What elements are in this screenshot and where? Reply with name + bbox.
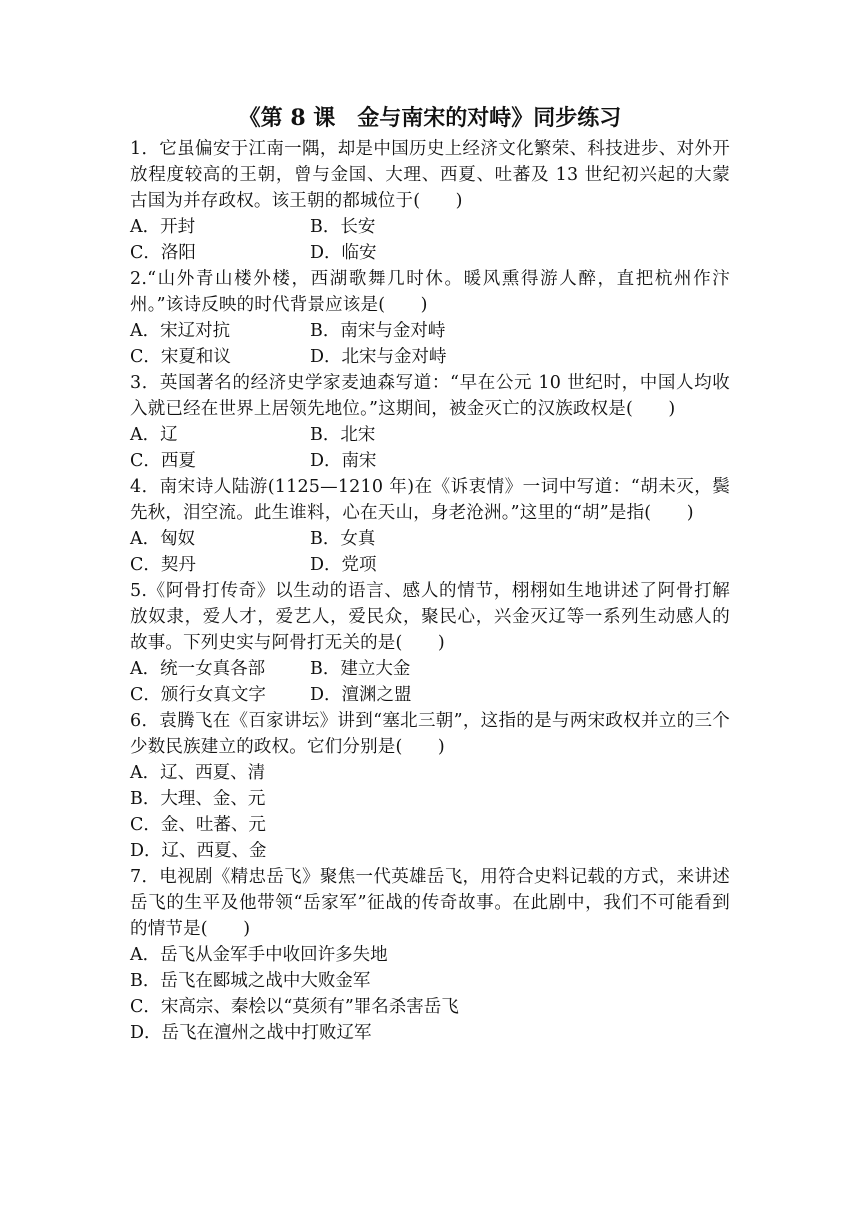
option-c: C．颁行女真文字 [130,685,266,705]
question-1 [130,136,730,266]
option-c: C．宋高宗、秦桧以“莫须有”罪名杀害岳飞 [130,997,459,1017]
question-4 [130,474,730,578]
option-b: B．南宋与金对峙 [310,321,446,341]
question-7 [130,864,730,1046]
options [130,318,730,370]
exercise-list [130,136,730,1046]
question-5 [130,578,730,708]
option-a: A．岳飞从金军手中收回许多失地 [130,945,388,965]
option-a: A．匈奴 [130,529,196,549]
option-b: B．建立大金 [310,659,411,679]
options [130,526,730,578]
question-stem: 3．英国著名的经济史学家麦迪森写道：“早在公元 10 世纪时，中国人均收入就已经在世界上居领先地位。”这期间，被金灭亡的汉族政权是( ) [130,373,730,419]
option-d: D．澶渊之盟 [310,685,412,705]
option-a: A．开封 [130,217,196,237]
page-title: 《第 8 课 金与南宋的对峙》同步练习 [238,105,622,131]
option-c: C．宋夏和议 [130,347,231,367]
option-c: C．西夏 [130,451,196,471]
question-stem: 4．南宋诗人陆游(1125—1210 年)在《诉衷情》一词中写道：“胡未灭，鬓先秋，泪空流。此生谁料，心在天山，身老沧洲。”这里的“胡”是指( ) [130,477,730,523]
option-c: C．洛阳 [130,243,196,263]
option-d: D．南宋 [310,451,377,471]
option-d: D．临安 [310,243,377,263]
option-a: A．统一女真各部 [130,659,266,679]
question-stem: 6．袁腾飞在《百家讲坛》讲到“塞北三朝”，这指的是与两宋政权并立的三个少数民族建立的政权。它们分别是( ) [130,711,730,757]
option-b: B．大理、金、元 [130,789,266,809]
option-b: B．北宋 [310,425,376,445]
option-d: D．党项 [310,555,377,575]
question-2 [130,266,730,370]
question-stem: 2.“山外青山楼外楼，西湖歌舞几时休。暖风熏得游人醉，直把杭州作汴州。”该诗反映的时代背景应该是( ) [130,269,730,315]
options [130,214,730,266]
option-d: D．辽、西夏、金 [130,841,267,861]
question-stem: 5.《阿骨打传奇》以生动的语言、感人的情节，栩栩如生地讲述了阿骨打解放奴隶，爱人才，爱艺人，爱民众，聚民心，兴金灭辽等一系列生动感人的故事。下列史实与阿骨打无关的是( ) [130,581,730,653]
option-d: D．岳飞在澶州之战中打败辽军 [130,1023,372,1043]
option-c: C．契丹 [130,555,196,575]
options [130,942,730,1046]
options [130,760,730,864]
option-b: B．长安 [310,217,376,237]
question-stem: 1．它虽偏安于江南一隅，却是中国历史上经济文化繁荣、科技进步、对外开放程度较高的王朝，曾与金国、大理、西夏、吐蕃及 13 世纪初兴起的大蒙古国为并存政权。该王朝的都城位于( ) [130,139,730,211]
option-b: B．女真 [310,529,376,549]
option-a: A．辽 [130,425,178,445]
options [130,656,730,708]
question-stem: 7．电视剧《精忠岳飞》聚焦一代英雄岳飞，用符合史料记载的方式，来讲述岳飞的生平及他带领“岳家军”征战的传奇故事。在此剧中，我们不可能看到的情节是( ) [130,867,730,939]
option-c: C．金、吐蕃、元 [130,815,266,835]
option-a: A．辽、西夏、清 [130,763,266,783]
option-d: D．北宋与金对峙 [310,347,447,367]
question-3 [130,370,730,474]
question-6 [130,708,730,864]
option-b: B．岳飞在郾城之战中大败金军 [130,971,371,991]
options [130,422,730,474]
option-a: A．宋辽对抗 [130,321,231,341]
